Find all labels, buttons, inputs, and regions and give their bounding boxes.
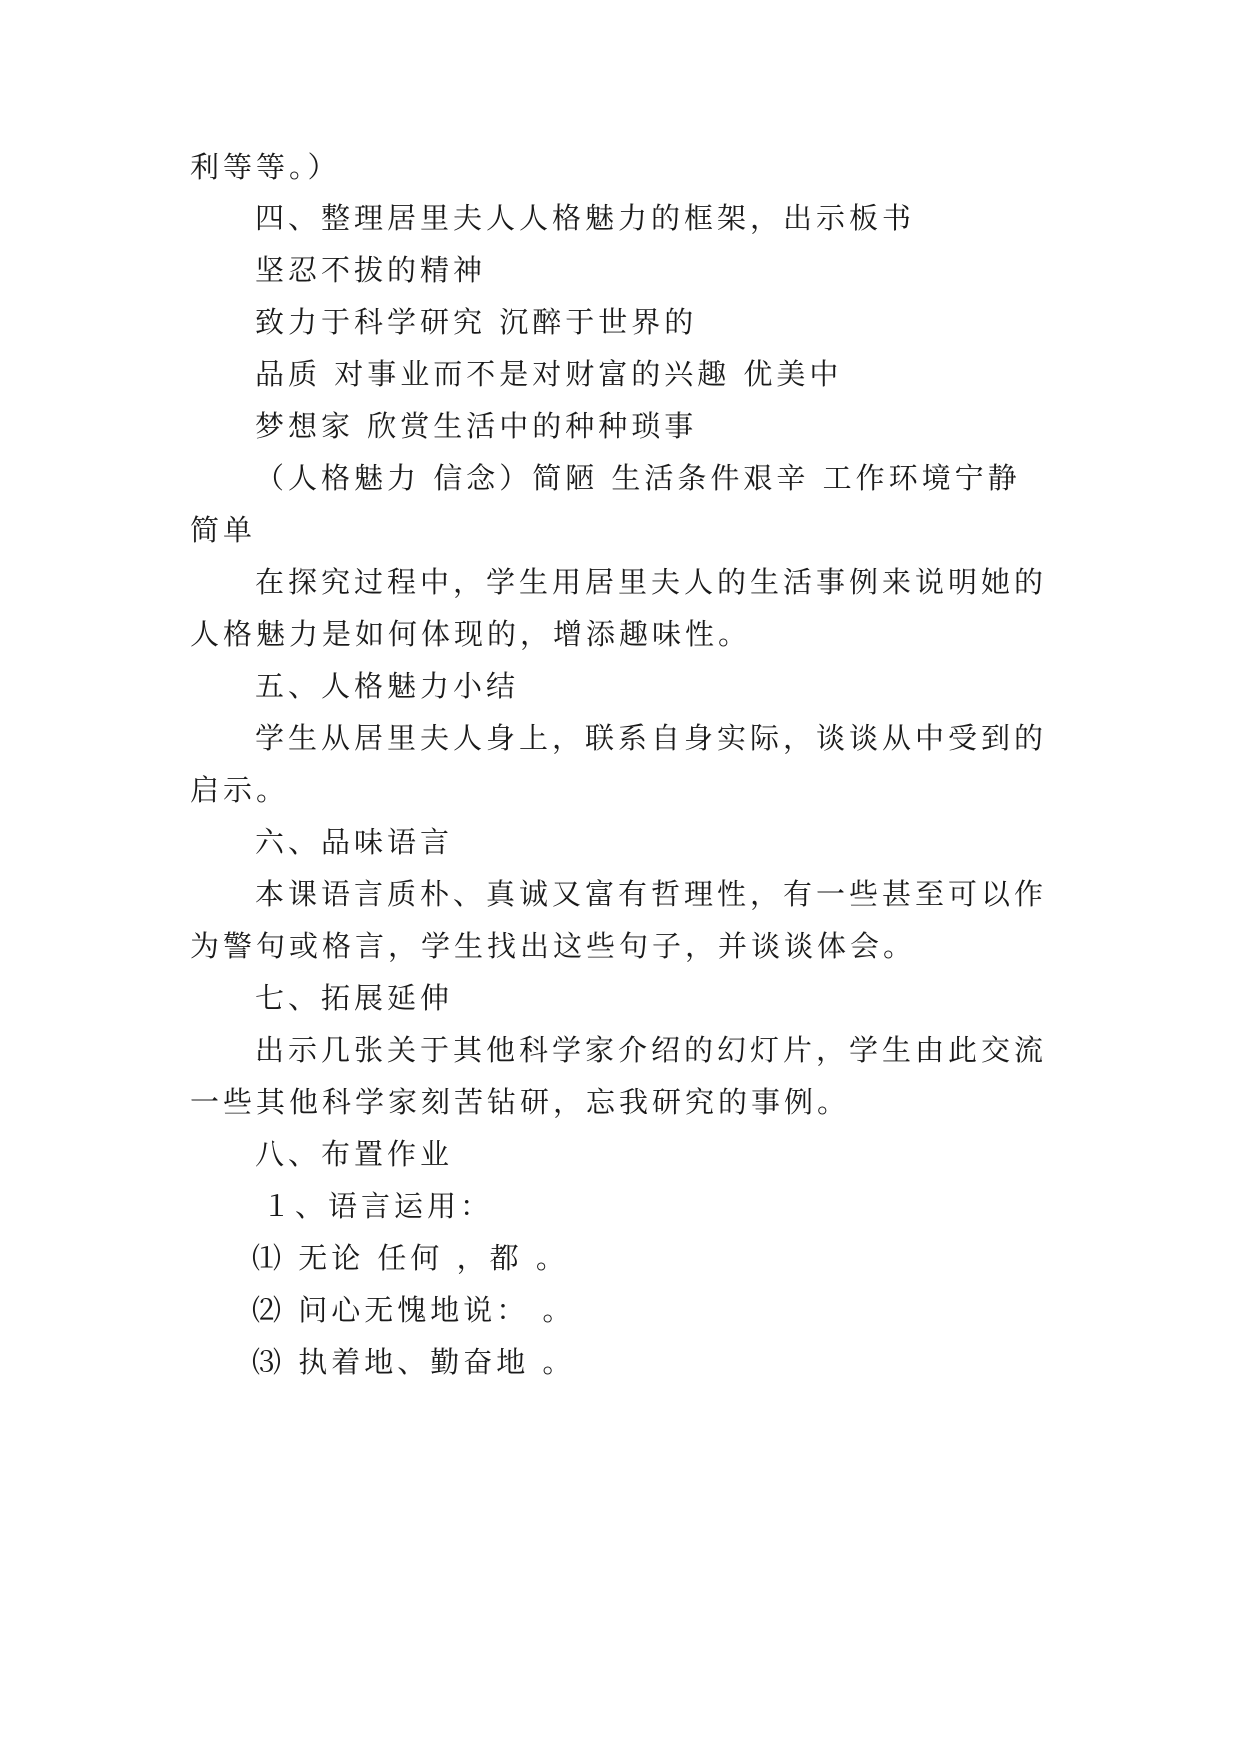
list-item: ⑴ 无论 任何 ，都 。 [252,1241,569,1275]
paragraph-line: 学生从居里夫人身上，联系自身实际，谈谈从中受到的 [255,721,1048,755]
paragraph-line: 致力于科学研究 沉醉于世界的 [255,305,698,339]
list-item: １、语言运用： [262,1189,494,1223]
paragraph-line: 坚忍不拔的精神 [255,253,487,287]
list-item: ⑶ 执着地、勤奋地 。 [252,1345,576,1379]
paragraph-line: 利等等。） [190,150,341,184]
paragraph-line: （人格魅力 信念）简陋 生活条件艰辛 工作环境宁静 [255,461,1021,495]
paragraph-line: 启示。 [190,773,290,807]
section-heading: 六、品味语言 [255,825,454,859]
section-heading: 四、整理居里夫人人格魅力的框架，出示板书 [255,201,916,235]
paragraph-line: 在探究过程中，学生用居里夫人的生活事例来说明她的 [255,565,1048,599]
paragraph-line: 人格魅力是如何体现的，增添趣味性。 [190,617,752,651]
list-item: ⑵ 问心无愧地说： 。 [252,1293,576,1327]
section-heading: 五、人格魅力小结 [255,669,520,703]
section-heading: 七、拓展延伸 [255,981,454,1015]
section-heading: 八、布置作业 [255,1137,454,1171]
paragraph-line: 出示几张关于其他科学家介绍的幻灯片，学生由此交流 [255,1033,1048,1067]
paragraph-line: 为警句或格言，学生找出这些句子，并谈谈体会。 [190,929,917,963]
paragraph-line: 一些其他科学家刻苦钻研，忘我研究的事例。 [190,1085,851,1119]
paragraph-line: 简单 [190,513,257,547]
paragraph-line: 品质 对事业而不是对财富的兴趣 优美中 [255,357,843,391]
paragraph-line: 本课语言质朴、真诚又富有哲理性，有一些甚至可以作 [255,877,1048,911]
paragraph-line: 梦想家 欣赏生活中的种种琐事 [255,409,698,443]
